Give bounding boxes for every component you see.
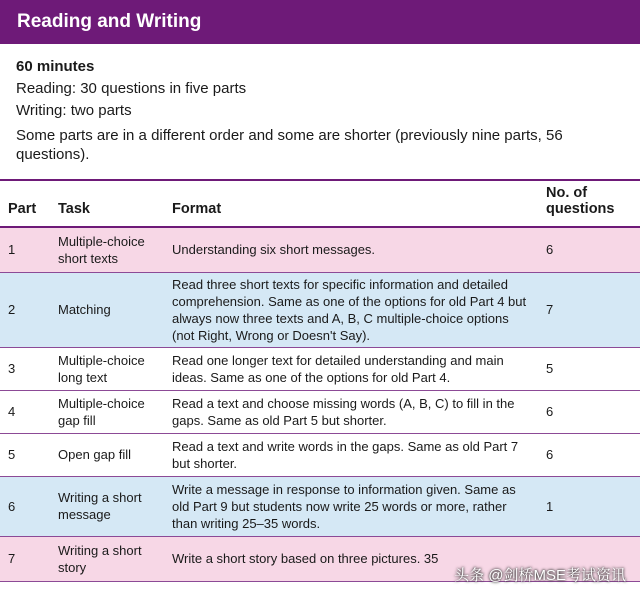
header-task: Task [50,180,164,227]
question-count: 6 [538,390,640,433]
table-header-row [0,180,640,227]
table-row [0,476,640,536]
format-text: Understanding six short messages. [164,227,538,272]
task-name: Multiple-choice short texts [50,227,164,272]
task-name: Multiple-choice long text [50,347,164,390]
question-count: 5 [538,347,640,390]
parts-table [0,179,640,582]
format-text: Read three short texts for specific information and detailed comprehension. Same as one of the options for old Part 4 but always now three texts and A, B, C multiple-choice options (not Right, Wrong or Doesn't Say). [164,272,538,347]
header-part: Part [0,180,50,227]
part-number: 7 [0,536,50,581]
changes-note: Some parts are in a different order and some are shorter (previously nine parts, 56 questions). [16,127,563,163]
part-number: 3 [0,347,50,390]
part-number: 5 [0,433,50,476]
task-name: Matching [50,272,164,347]
format-text: Read one longer text for detailed understanding and main ideas. Same as one of the options for old Part 4. [164,347,538,390]
intro-block [0,44,640,164]
format-text: Write a message in response to information given. Same as old Part 9 but students now write 25 words or more, rather than writing 25–35 words. [164,476,538,536]
question-count: 7 [538,272,640,347]
part-number: 1 [0,227,50,272]
part-number: 4 [0,390,50,433]
watermark-text: 头条 @剑桥MSE考试资讯 [454,567,626,584]
format-text: Read a text and choose missing words (A, B, C) to fill in the gaps. Same as old Part 5 but shorter. [164,390,538,433]
writing-summary: Writing: two parts [16,102,132,119]
task-name: Open gap fill [50,433,164,476]
duration-text: 60 minutes [16,58,95,75]
table-row [0,272,640,347]
question-count: 6 [538,433,640,476]
table-row [0,227,640,272]
task-name: Writing a short story [50,536,164,581]
header-questions: No. of questions [538,180,640,227]
task-name: Writing a short message [50,476,164,536]
table-row [0,390,640,433]
question-count: 6 [538,227,640,272]
task-name: Multiple-choice gap fill [50,390,164,433]
question-count: 1 [538,476,640,536]
format-text: Read a text and write words in the gaps. Same as old Part 7 but shorter. [164,433,538,476]
part-number: 2 [0,272,50,347]
table-row [0,433,640,476]
reading-summary: Reading: 30 questions in five parts [16,80,247,97]
section-header [0,0,640,44]
part-number: 6 [0,476,50,536]
header-format: Format [164,180,538,227]
table-row [0,347,640,390]
section-title: Reading and Writing [17,11,202,32]
format-text: Write a short story based on three pictures. 35 [164,536,538,581]
